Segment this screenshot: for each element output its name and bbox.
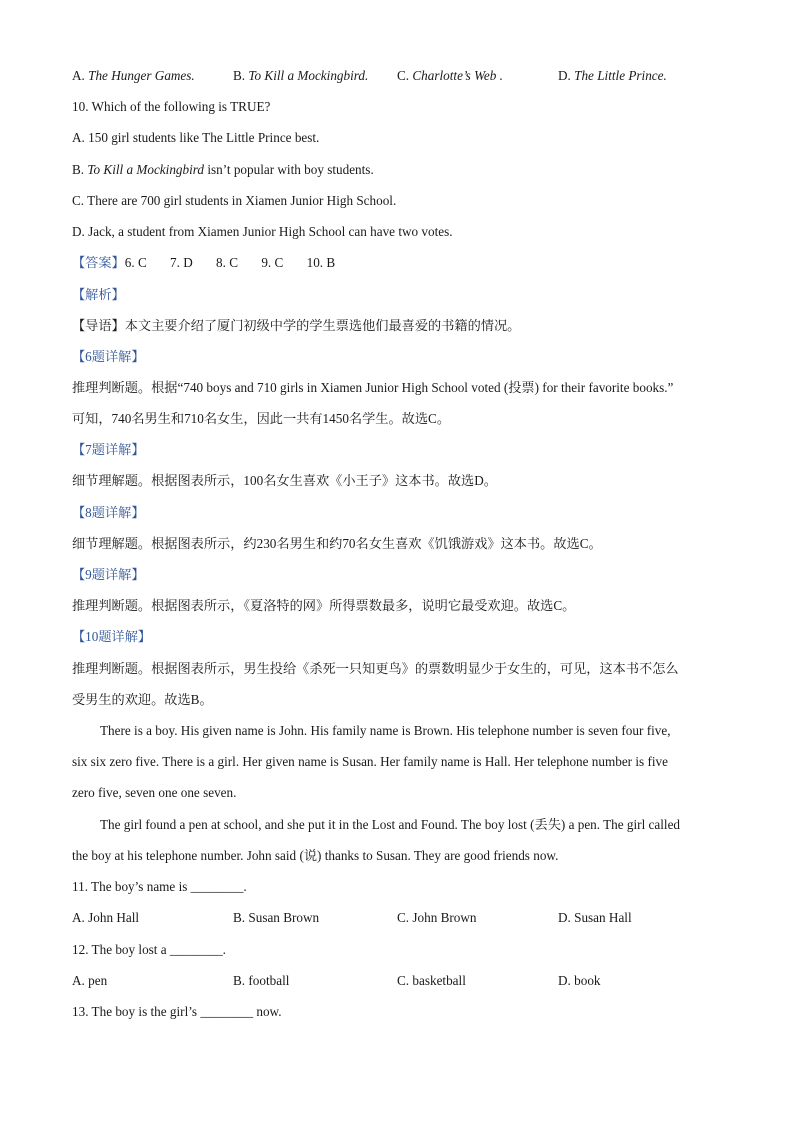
- q10-detail-tag: 【10题详解】: [72, 629, 152, 644]
- q13-stem: 13. The boy is the girl’s ________ now.: [72, 1004, 282, 1019]
- q12-option-a: A. pen: [72, 973, 108, 988]
- q12-option-b: B. football: [233, 973, 290, 988]
- q10-detail-line-1: 推理判断题。根据图表所示，男生投给《杀死一只知更鸟》的票数明显少于女生的，可见，这本书不怎么: [72, 661, 679, 676]
- q6-detail-line-2: 可知，740名男生和710名女生，因此一共有1450名学生。故选C。: [72, 411, 451, 426]
- q10-option-b: B. To Kill a Mockingbird isn’t popular with boy students.: [72, 162, 374, 177]
- q12-option-d: D. book: [558, 973, 601, 988]
- q8-detail-tag: 【8题详解】: [72, 505, 145, 520]
- answer-tag: 【答案】: [72, 255, 125, 270]
- passage-p1-line-1: There is a boy. His given name is John. His family name is Brown. His telephone number is seven four five,: [100, 723, 671, 738]
- q10-option-c: C. There are 700 girl students in Xiamen Junior High School.: [72, 193, 397, 208]
- q10-detail-line-2: 受男生的欢迎。故选B。: [72, 692, 213, 707]
- q8-detail-line-1: 细节理解题。根据图表所示，约230名男生和约70名女生喜欢《饥饿游戏》这本书。故选C。: [72, 536, 602, 551]
- q9-option-d: D. The Little Prince.: [558, 68, 667, 83]
- q12-stem: 12. The boy lost a ________.: [72, 942, 226, 957]
- q11-stem: 11. The boy’s name is ________.: [72, 879, 247, 894]
- answer-line: 【答案】6. C 7. D 8. C 9. C 10. B: [72, 255, 336, 270]
- q11-option-a: A. John Hall: [72, 910, 140, 925]
- q7-detail-line-1: 细节理解题。根据图表所示，100名女生喜欢《小王子》这本书。故选D。: [72, 473, 497, 488]
- passage-p1-line-3: zero five, seven one one seven.: [72, 785, 237, 800]
- q9-option-b: B. To Kill a Mockingbird.: [233, 68, 369, 83]
- q9-detail-tag: 【9题详解】: [72, 567, 145, 582]
- q11-option-c: C. John Brown: [397, 910, 477, 925]
- q6-detail-tag: 【6题详解】: [72, 349, 145, 364]
- q10-stem: 10. Which of the following is TRUE?: [72, 99, 271, 114]
- passage-p2-line-1: The girl found a pen at school, and she put it in the Lost and Found. The boy lost (丢失) a pen. The girl called: [100, 817, 681, 832]
- q7-detail-tag: 【7题详解】: [72, 442, 145, 457]
- analysis-tag: 【解析】: [72, 287, 125, 302]
- q12-option-c: C. basketball: [397, 973, 466, 988]
- passage-p2-line-2: the boy at his telephone number. John said (说) thanks to Susan. They are good friends now.: [72, 848, 559, 863]
- q9-option-a: A. The Hunger Games.: [72, 68, 195, 83]
- q10-option-d: D. Jack, a student from Xiamen Junior High School can have two votes.: [72, 224, 453, 239]
- q11-option-b: B. Susan Brown: [233, 910, 320, 925]
- q9-detail-line-1: 推理判断题。根据图表所示，《夏洛特的网》所得票数最多，说明它最受欢迎。故选C。: [72, 598, 576, 613]
- guide-text: 【导语】本文主要介绍了厦门初级中学的学生票选他们最喜爱的书籍的情况。: [72, 318, 521, 333]
- passage-p1-line-2: six six zero five. There is a girl. Her given name is Susan. Her family name is Hall. Her telephone number is five: [72, 754, 668, 769]
- q6-detail-line-1: 推理判断题。根据“740 boys and 710 girls in Xiamen Junior High School voted (投票) for their favorite books.”: [72, 380, 674, 395]
- q9-option-c: C. Charlotte’s Web .: [397, 68, 503, 83]
- q10-option-a: A. 150 girl students like The Little Prince best.: [72, 130, 320, 145]
- q11-option-d: D. Susan Hall: [558, 910, 632, 925]
